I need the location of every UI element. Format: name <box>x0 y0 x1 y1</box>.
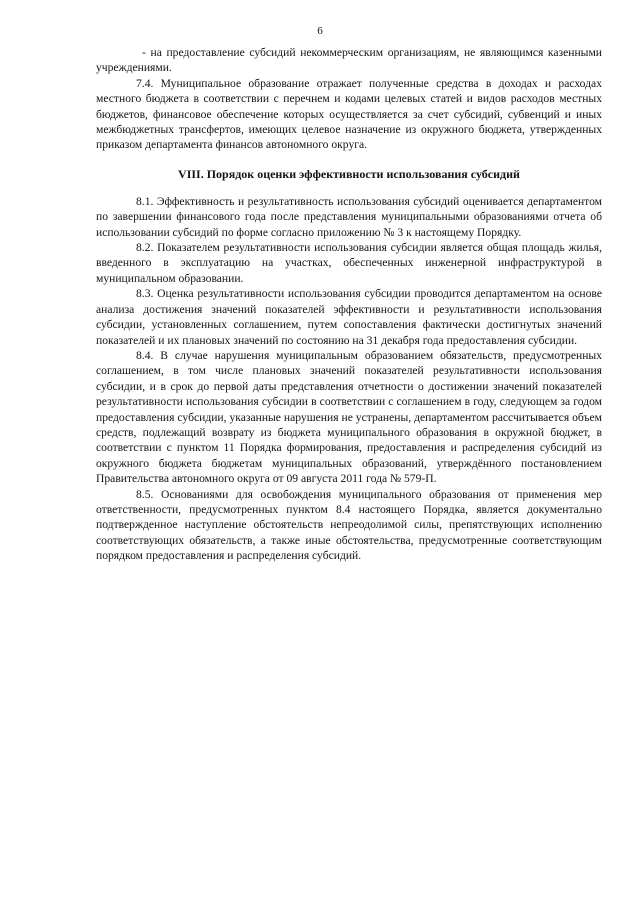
paragraph-8-5: 8.5. Основаниями для освобождения муниципального образования от применения мер ответственности, предусмотренных пунктом 8.4 настоящего Порядка, является документально подтвержденное наступление обстоятельств непреодолимой силы, препятствующих исполнению соответствующих обязательств, а также иные обстоятельства, предусмотренные соответствующим порядком предоставления и распределения субсидий. <box>96 487 602 563</box>
paragraph-8-3: 8.3. Оценка результативности использования субсидии проводится департаментом на основе анализа достижения значений показателей эффективности и результативности использования субсидии, установленных соглашением, путем сопоставления фактически достигнутых значений показателей и их плановых значений по состоянию на 31 декабря года предоставления субсидии. <box>96 287 602 347</box>
paragraph-8-2: 8.2. Показателем результативности использования субсидии является общая площадь жилья, введенного в эксплуатацию на участках, обеспеченных инженерной инфраструктурой в муниципальном образовании. <box>96 241 602 285</box>
paragraph-7-3-continuation: - на предоставление субсидий некоммерческим организациям, не являющимся казенными учреждениями. <box>96 46 602 75</box>
section-heading: VIII. Порядок оценки эффективности использования субсидий <box>178 166 520 181</box>
paragraph-7-4: 7.4. Муниципальное образование отражает полученные средства в доходах и расходах местного бюджета в соответствии с перечнем и кодами целевых статей и видов расходов местных бюджетов, финансовое обеспечение которых осуществляется за счет субсидий, субвенций и иных межбюджетных трансфертов, имеющих целевое назначение из окружного бюджета, утвержденных приказом департамента финансов автономного округа. <box>96 76 602 152</box>
page-number: 6 <box>317 25 323 37</box>
paragraph-8-1: 8.1. Эффективность и результативность использования субсидий оценивается департаментом по завершении финансового года после представления муниципальными образованиями отчета об использовании субсидий по форме согласно приложению № 3 к настоящему Порядку. <box>96 194 602 239</box>
document-body <box>96 45 602 564</box>
paragraph-8-4: 8.4. В случае нарушения муниципальным образованием обязательств, предусмотренных соглашением, в том числе плановых значений показателей результативности использования субсидии, и в срок до первой даты представления отчетности о достижении значений показателей результативности использования субсидии в соответствии с соглашением в году, следующем за годом предоставления субсидии, указанные нарушения не устранены, департаментом рассчитывается объем средств, подлежащий возврату из бюджета муниципального образования в окружной бюджет, в соответствии с пунктом 11 Порядка формирования, предоставления и распределения субсидий из окружного бюджета бюджетам муниципальных образований, утверждённого постановлением Правительства автономного округа от 09 августа 2011 года № 579-П. <box>96 348 602 486</box>
